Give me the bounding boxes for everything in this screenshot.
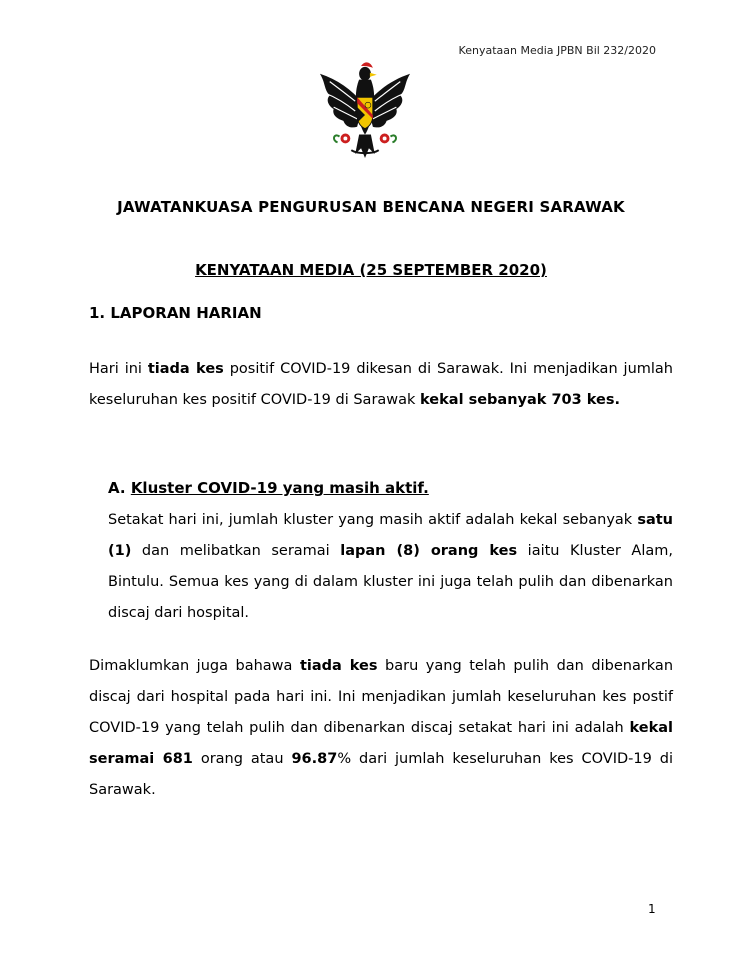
- active-cluster-paragraph: Setakat hari ini, jumlah kluster yang masih aktif adalah kekal sebanyak satu (1) dan melibatkan seramai lapan (8) orang kes iaitu Kluster Alam, Bintulu. Semua kes yang di dalam kluster ini juga telah pulih dan dibenarkan discaj dari hospital.: [108, 512, 673, 621]
- daily-report-paragraph: Hari ini tiada kes positif COVID-19 dikesan di Sarawak. Ini menjadikan jumlah keseluruhan kes positif COVID-19 di Sarawak kekal sebanyak 703 kes.: [89, 361, 673, 408]
- recovery-paragraph: Dimaklumkan juga bahawa tiada kes baru yang telah pulih dan dibenarkan discaj dari hospital pada hari ini. Ini menjadikan jumlah keseluruhan kes postif COVID-19 yang telah pulih dan dibenarkan discaj setakat hari ini adalah kekal seramai 681 orang atau 96.87% dari jumlah keseluruhan kes COVID-19 di Sarawak.: [89, 658, 674, 798]
- section-heading: 1. LAPORAN HARIAN: [89, 304, 262, 322]
- subsection-heading: A. Kluster COVID-19 yang masih aktif.: [108, 479, 429, 497]
- media-statement-title: KENYATAAN MEDIA (25 SEPTEMBER 2020): [195, 261, 547, 279]
- sarawak-coat-of-arms-icon: [316, 60, 414, 164]
- page-number: 1: [648, 902, 656, 916]
- organization-title: JAWATANKUASA PENGURUSAN BENCANA NEGERI SARAWAK: [117, 198, 625, 216]
- document-reference: Kenyataan Media JPBN Bil 232/2020: [458, 44, 656, 57]
